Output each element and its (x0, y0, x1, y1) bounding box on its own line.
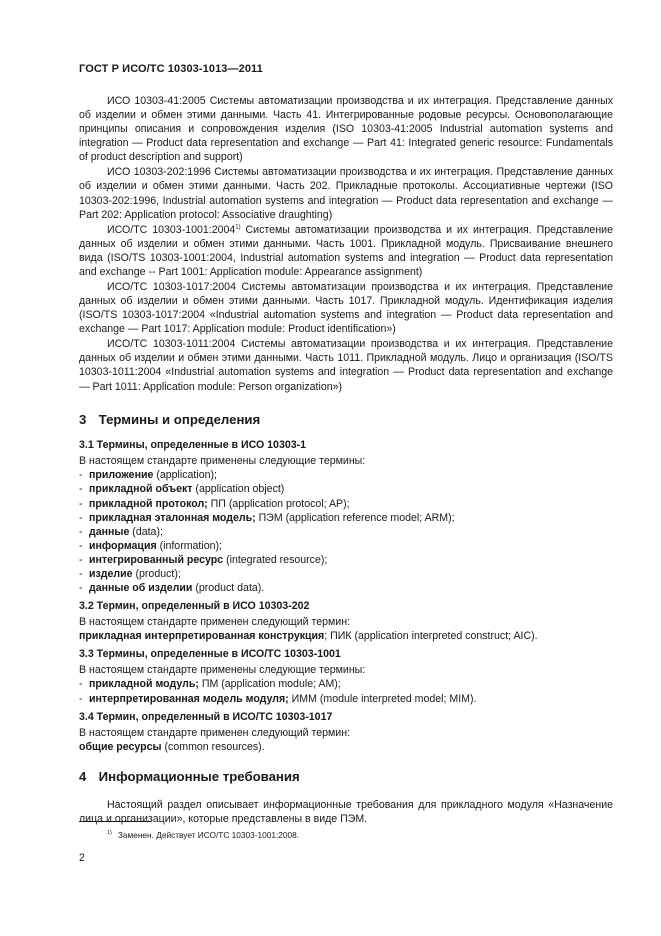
subsection-intro: В настоящем стандарте применены следующие термины: (79, 455, 366, 468)
subsection-3-4-heading: 3.4 Термин, определенный в ИСО/ТС 10303-1017 (79, 710, 333, 723)
section-number: 4 (79, 768, 87, 784)
terms-list-3-3 (79, 677, 613, 705)
terms-list-3-1 (79, 468, 613, 595)
section-4-heading (79, 768, 613, 786)
reference-iso-ts-10303-1011: ИСО/ТС 10303-1011:2004 Системы автоматизации производства и их интеграция. Представление данных об изделии и обмен этими данными. Часть 1011. Прикладной модуль. Лицо и организация (ISO/TS 10303-1011:2004 «Industrial automation systems and integration — Product data representation and exchange — Part 1011: Application module: Person organization») (79, 338, 613, 393)
footnote (107, 830, 299, 841)
section-title: Термины и определения (98, 411, 261, 427)
footnote-divider (79, 821, 151, 822)
list-item: - прикладная эталонная модель; ПЭМ (application reference model; ARM); (79, 511, 455, 524)
subsection-3-3-heading: 3.3 Термины, определенные в ИСО/ТС 10303-1001 (79, 648, 341, 661)
footnote-marker[interactable]: 1) (235, 224, 241, 231)
list-item: - прикладной протокол; ПП (application protocol; AP); (79, 497, 350, 510)
reference-code: ИСО/ТС 10303-1001:2004 (107, 223, 236, 236)
section-number: 3 (79, 411, 87, 427)
section-title: Информационные требования (98, 768, 300, 784)
list-item: - изделие (product); (79, 567, 181, 580)
term-definition: общие ресурсы (common resources). (79, 740, 265, 753)
subsection-intro: В настоящем стандарте применены следующие термины: (79, 664, 366, 677)
reference-iso-10303-202: ИСО 10303-202:1996 Системы автоматизации производства и их интеграция. Представление данных об изделии и обмен этими данными. Часть 202. Прикладные протоколы. Ассоциативные чертежи (ISO 10303-202:1996, Industrial automation systems and integration — Product data representation and exchange — Part 202: Application protocol: Associative draughting) (79, 166, 613, 221)
page-content (79, 94, 613, 827)
footnote-number: 1) (107, 830, 112, 837)
list-item: - прикладной модуль; ПМ (application module; AM); (79, 678, 341, 691)
reference-iso-ts-10303-1017: ИСО/ТС 10303-1017:2004 Системы автоматизации производства и их интеграция. Представление данных об изделии и обмен этими данными. Часть 1017. Прикладной модуль. Идентификация изделия (ISO/TS 10303-1017:2004 «Industrial automation systems and integration — Product data representation and exchange — Part 1017: Application module: Product identification») (79, 281, 613, 336)
subsection-3-1-heading: 3.1 Термины, определенные в ИСО 10303-1 (79, 439, 307, 452)
page-number: 2 (79, 852, 85, 864)
list-item: - информация (information); (79, 539, 222, 552)
list-item: - данные (data); (79, 525, 163, 538)
section-3-heading (79, 411, 613, 429)
reference-iso-ts-10303-1001 (79, 223, 613, 279)
list-item: - приложение (application); (79, 469, 217, 482)
list-item: - интерпретированная модель модуля; ИММ (module interpreted model; MIM). (79, 692, 477, 705)
list-item: - прикладной объект (application object) (79, 483, 285, 496)
subsection-intro: В настоящем стандарте применен следующий термин: (79, 726, 351, 739)
subsection-intro: В настоящем стандарте применен следующий термин: (79, 616, 351, 629)
reference-text: Системы автоматизации производства и их интеграция. Представление данных об изделии и обмен этими данными. Часть 1001. Прикладной модуль. Присваивание внешнего вида (ISO/TS 10303-1001:2004, Industrial automation systems and integration — Product data representation and exchange -- Part 1001: Application module: Appearance assignment) (79, 223, 613, 278)
list-item: - данные об изделии (product data). (79, 581, 265, 594)
footnote-text: Заменен. Действует ИСО/ТС 10303-1001:2008. (117, 830, 300, 840)
document-header: ГОСТ Р ИСО/ТС 10303-1013—2011 (79, 63, 263, 75)
term-definition: прикладная интерпретированная конструкция; ПИК (application interpreted construct; AIC). (79, 630, 538, 643)
section-4-text: Настоящий раздел описывает информационные требования для прикладного модуля «Назначение лица и организации», которые представлены в виде ПЭМ. (79, 799, 613, 826)
subsection-3-2-heading: 3.2 Термин, определенный в ИСО 10303-202 (79, 600, 310, 613)
reference-iso-10303-41: ИСО 10303-41:2005 Системы автоматизации производства и их интеграция. Представление данных об изделии и обмен этими данными. Часть 41. Интегрированные родовые ресурсы. Основополагающие принципы описания и сопровождения изделия (ISO 10303-41:2005 Industrial automation systems and integration — Product data representation and exchange — Part 41: Integrated generic resource: Fundamentals of product description and support) (79, 95, 613, 164)
list-item: - интегрированный ресурс (integrated resource); (79, 553, 328, 566)
